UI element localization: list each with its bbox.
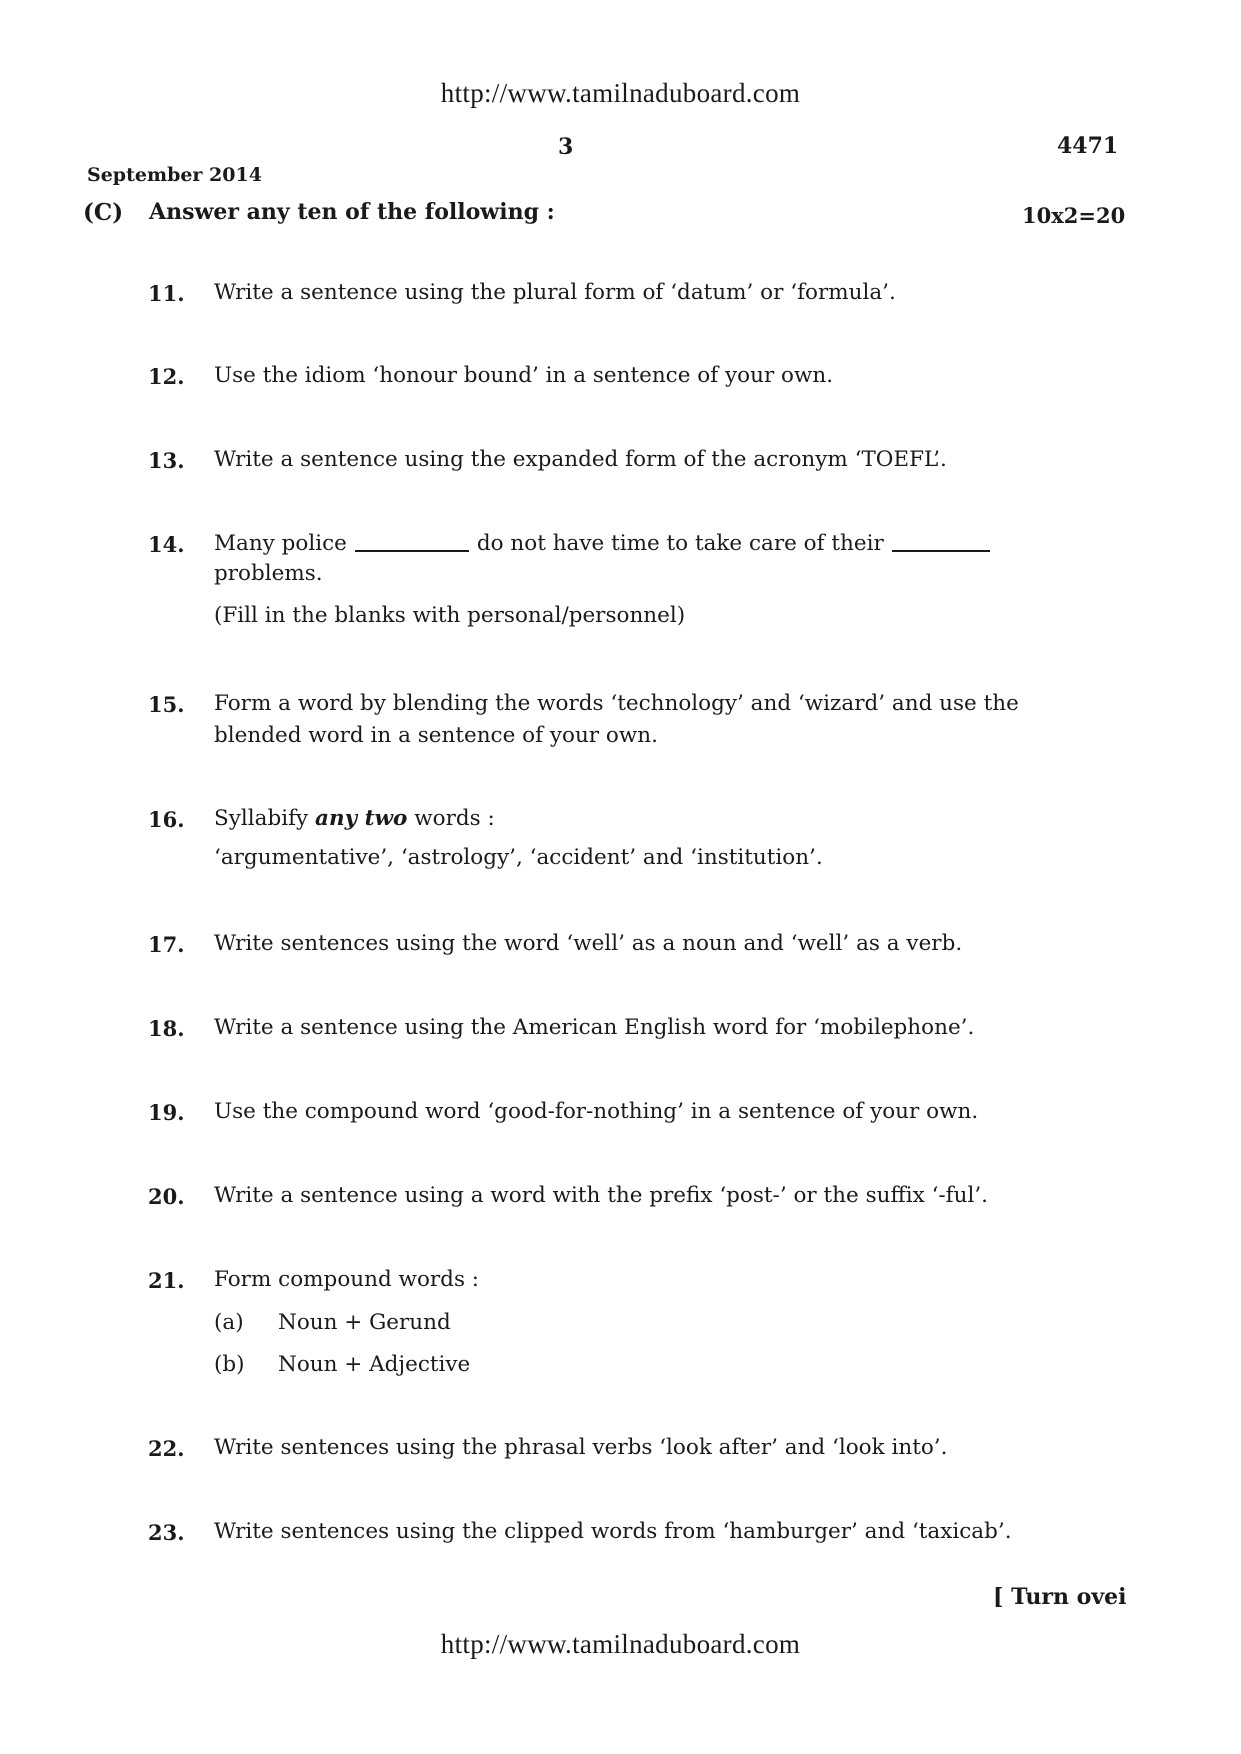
question-text: Form a word by blending the words ‘technology’ and ‘wizard’ and use the blended word in a sentence of your own. — [214, 691, 1019, 748]
section-marks: 10x2=20 — [1022, 203, 1126, 228]
page-number: 3 — [558, 134, 574, 160]
question-text-part: do not have time to take care of their — [476, 531, 884, 556]
question-fill-blank — [214, 528, 1074, 560]
question-text: Use the idiom ‘honour bound’ in a sentence of your own. — [214, 363, 834, 388]
question-text — [214, 803, 1074, 835]
turn-over-note: [ Turn ovei — [993, 1584, 1127, 1610]
question-text-part: words : — [414, 806, 495, 831]
question-text: Write sentences using the word ‘well’ as a noun and ‘well’ as a verb. — [214, 931, 963, 956]
question-note: (Fill in the blanks with personal/personnel) — [214, 603, 686, 628]
question-text: Write a sentence using the plural form of ‘datum’ or ‘formula’. — [214, 280, 896, 305]
question-text: Write sentences using the clipped words from ‘hamburger’ and ‘taxicab’. — [214, 1519, 1012, 1544]
answer-blank — [892, 550, 990, 552]
footer-url: http://www.tamilnaduboard.com — [440, 1629, 801, 1659]
option-label: (a) — [214, 1310, 244, 1335]
question-text: Form compound words : — [214, 1267, 480, 1292]
question-emphasis: any two — [315, 806, 408, 831]
question-text: Write a sentence using the American English word for ‘mobilephone’. — [214, 1015, 975, 1040]
section-instruction: Answer any ten of the following : — [149, 199, 555, 225]
question-text-part: problems. — [214, 561, 323, 586]
question-number: 21. — [148, 1268, 185, 1293]
question-number: 18. — [148, 1016, 185, 1041]
option-text: Noun + Adjective — [278, 1352, 471, 1377]
question-number: 23. — [148, 1520, 185, 1545]
question-text-part: Syllabify — [214, 806, 309, 831]
question-number: 15. — [148, 692, 185, 717]
exam-date: September 2014 — [87, 164, 262, 186]
question-number: 19. — [148, 1100, 185, 1125]
question-text: Write sentences using the phrasal verbs ‘look after’ and ‘look into’. — [214, 1435, 948, 1460]
header-url: http://www.tamilnaduboard.com — [440, 78, 801, 108]
question-number: 20. — [148, 1184, 185, 1209]
question-number: 22. — [148, 1436, 185, 1461]
answer-blank — [355, 550, 469, 552]
question-number: 13. — [148, 448, 185, 473]
option-text: Noun + Gerund — [278, 1310, 451, 1335]
question-text: Write a sentence using a word with the prefix ‘post-’ or the suffix ‘-ful’. — [214, 1183, 989, 1208]
section-label: (C) — [83, 199, 124, 226]
paper-code: 4471 — [1057, 133, 1119, 159]
question-number: 11. — [148, 281, 185, 306]
question-number: 14. — [148, 532, 185, 557]
question-number: 17. — [148, 932, 185, 957]
question-text: Write a sentence using the expanded form of the acronym ‘TOEFL’. — [214, 447, 947, 472]
question-text: Use the compound word ‘good-for-nothing’ in a sentence of your own. — [214, 1099, 979, 1124]
question-number: 16. — [148, 807, 185, 832]
question-number: 12. — [148, 364, 185, 389]
question-text-part: Many police — [214, 531, 347, 556]
option-label: (b) — [214, 1352, 245, 1377]
question-word-list: ‘argumentative’, ‘astrology’, ‘accident’ and ‘institution’. — [214, 845, 823, 870]
